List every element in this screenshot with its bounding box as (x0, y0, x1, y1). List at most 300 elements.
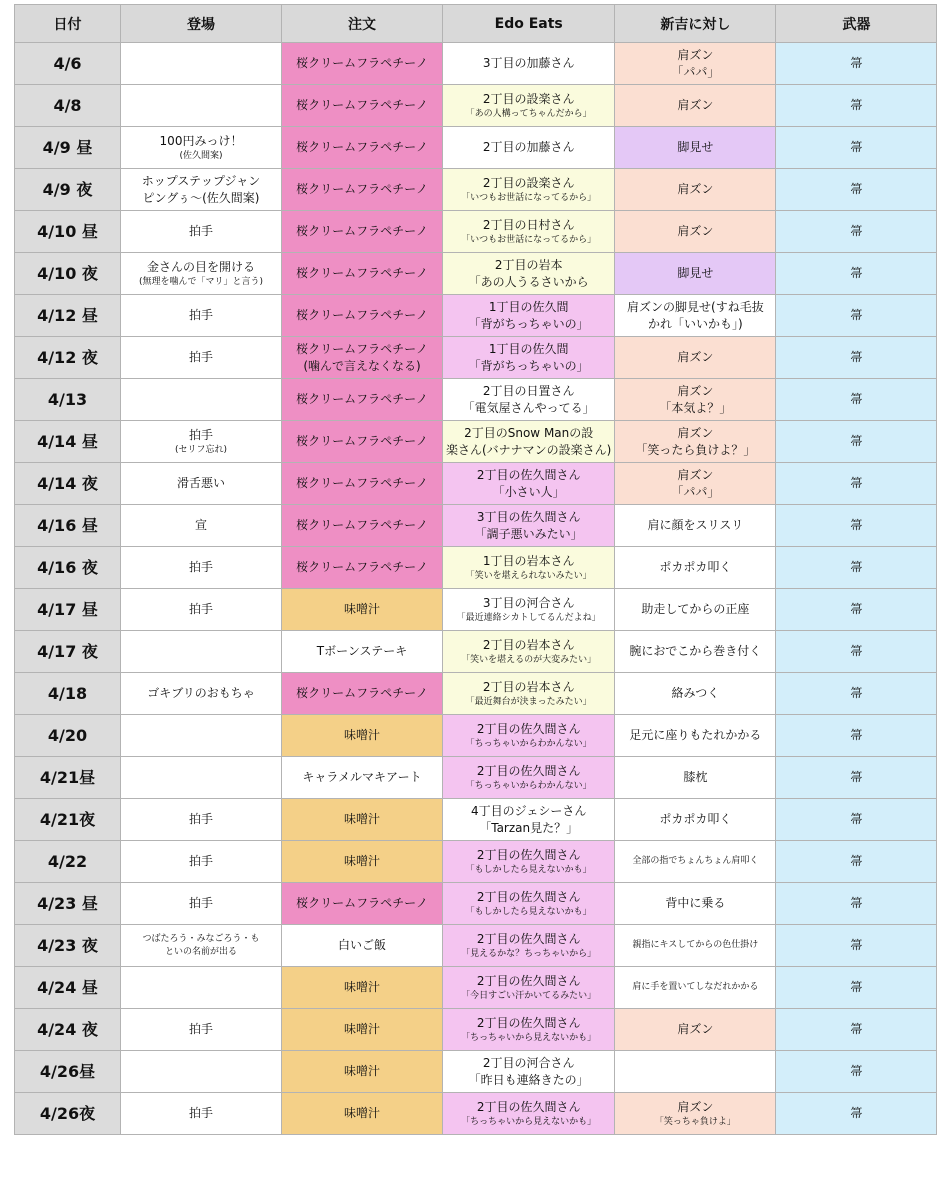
toward-shinkichi-cell (615, 673, 776, 715)
cell-text-line: 「見えるかな？ちっちゃいから」 (461, 948, 597, 959)
appearance-cell (121, 505, 282, 547)
table-row (15, 337, 937, 379)
cell-text-line: (セリフ忘れ) (174, 444, 228, 455)
cell-text-line: 「いつもお世話になってるから」 (461, 234, 597, 245)
edo-eats-cell (443, 589, 615, 631)
edo-eats-cell (443, 841, 615, 883)
toward-shinkichi-cell (615, 925, 776, 967)
cell-text-line: ピングぅ〜(佐久間案) (142, 190, 260, 205)
weapon-cell (776, 295, 937, 337)
table-row (15, 85, 937, 127)
cell-text-line: 白いご飯 (337, 938, 386, 952)
cell-text-line: 肩ズンの脚見せ(すね毛抜 (627, 299, 764, 314)
toward-shinkichi-cell (615, 1009, 776, 1051)
table-row (15, 169, 937, 211)
cell-text-line: 箒 (850, 602, 863, 616)
cell-text-line: 箒 (850, 644, 863, 658)
cell-text-line: 100円みっけ！ (159, 133, 243, 148)
cell-text-line: 肩に顔をスリスリ (647, 518, 744, 532)
cell-text-line: 桜クリームフラペチーノ (296, 98, 428, 112)
cell-text-line: 「最近連絡シカトしてるんだよね」 (456, 612, 601, 623)
order-cell (282, 379, 443, 421)
toward-shinkichi-cell (615, 211, 776, 253)
weapon-cell (776, 589, 937, 631)
cell-text-line: Tボーンステーキ (316, 644, 408, 658)
cell-text-line: 拍手 (188, 1106, 213, 1120)
cell-text-line: 箒 (850, 1106, 863, 1120)
weapon-cell (776, 841, 937, 883)
weapon-cell (776, 211, 937, 253)
cell-text-line: 肩ズン (677, 1022, 714, 1036)
cell-text-line: ポカポカ叩く (659, 560, 732, 574)
cell-text-line: 箒 (850, 98, 863, 112)
cell-text-line: 「Tarzan見た？」 (479, 820, 579, 835)
cell-text-line: 親指にキスしてからの色仕掛け (632, 940, 759, 950)
appearance-cell (121, 757, 282, 799)
cell-text-line: 「いつもお世話になってるから」 (461, 192, 597, 203)
appearance-cell (121, 211, 282, 253)
weapon-cell (776, 421, 937, 463)
cell-text-line: 「笑っちゃ負けよ」 (654, 1116, 736, 1127)
cell-text-line: 「背がちっちゃいの」 (468, 358, 589, 373)
weapon-cell (776, 1093, 937, 1135)
header-weapon: 武器 (776, 5, 937, 43)
appearance-cell (121, 85, 282, 127)
appearance-cell (121, 43, 282, 85)
cell-text-line: 箒 (850, 266, 863, 280)
date-cell: 4/24 夜 (15, 1009, 121, 1051)
edo-eats-cell (443, 883, 615, 925)
cell-text-line: 2丁目の岩本 (494, 257, 563, 272)
edo-eats-cell (443, 211, 615, 253)
edo-eats-cell (443, 421, 615, 463)
appearance-cell (121, 337, 282, 379)
cell-text-line: 味噌汁 (343, 812, 380, 826)
date-cell: 4/26夜 (15, 1093, 121, 1135)
toward-shinkichi-cell (615, 589, 776, 631)
order-cell (282, 337, 443, 379)
toward-shinkichi-cell (615, 169, 776, 211)
toward-shinkichi-cell (615, 337, 776, 379)
edo-eats-cell (443, 337, 615, 379)
cell-text-line: 箒 (850, 560, 863, 574)
cell-text-line: 3丁目の加藤さん (482, 56, 575, 70)
cell-text-line: 桜クリームフラペチーノ (296, 896, 428, 910)
cell-text-line: 楽さん(バナナマンの設楽さん) (446, 442, 612, 457)
header-order: 注文 (282, 5, 443, 43)
cell-text-line: 肩ズン (677, 182, 714, 196)
cell-text-line: 桜クリームフラペチーノ (296, 182, 428, 196)
cell-text-line: 味噌汁 (343, 728, 380, 742)
edo-eats-cell (443, 1093, 615, 1135)
appearance-cell (121, 799, 282, 841)
cell-text-line: 味噌汁 (343, 602, 380, 616)
date-cell: 4/9 夜 (15, 169, 121, 211)
weapon-cell (776, 85, 937, 127)
weapon-cell (776, 505, 937, 547)
cell-text-line: 腕におでこから巻き付く (629, 644, 762, 658)
cell-text-line: 拍手 (188, 896, 213, 910)
table-row (15, 505, 937, 547)
date-cell: 4/16 夜 (15, 547, 121, 589)
cell-text-line: 宣 (194, 518, 207, 532)
order-cell (282, 589, 443, 631)
date-cell: 4/12 昼 (15, 295, 121, 337)
appearance-cell (121, 127, 282, 169)
cell-text-line: 2丁目のSnow Manの設 (464, 425, 594, 440)
order-cell (282, 967, 443, 1009)
cell-text-line: 脚見せ (677, 140, 714, 154)
cell-text-line: 1丁目の岩本さん (482, 553, 575, 568)
table-row (15, 253, 937, 295)
order-cell (282, 757, 443, 799)
weapon-cell (776, 925, 937, 967)
toward-shinkichi-cell (615, 757, 776, 799)
toward-shinkichi-cell (615, 379, 776, 421)
cell-text-line: 肩ズン (677, 467, 714, 482)
header-edo-eats: Edo Eats (443, 5, 615, 43)
cell-text-line: といの名前が出る (164, 946, 237, 957)
table-row (15, 673, 937, 715)
edo-eats-cell (443, 127, 615, 169)
cell-text-line: 桜クリームフラペチーノ (296, 686, 428, 700)
weapon-cell (776, 463, 937, 505)
cell-text-line: 「ちっちゃいからわかんない」 (465, 738, 592, 749)
cell-text-line: 金さんの目を開ける (146, 259, 255, 274)
weapon-cell (776, 127, 937, 169)
cell-text-line: 拍手 (188, 350, 213, 364)
toward-shinkichi-cell (615, 505, 776, 547)
toward-shinkichi-cell (615, 295, 776, 337)
order-cell (282, 631, 443, 673)
date-cell: 4/21昼 (15, 757, 121, 799)
cell-text-line: 2丁目の加藤さん (482, 140, 575, 154)
table-row (15, 43, 937, 85)
cell-text-line: 2丁目の設楽さん (482, 91, 575, 106)
table-body (15, 43, 937, 1135)
cell-text-line: 拍手 (188, 224, 213, 238)
cell-text-line: 味噌汁 (343, 980, 380, 994)
cell-text-line: 箒 (850, 434, 863, 448)
weapon-cell (776, 757, 937, 799)
cell-text-line: 拍手 (188, 854, 213, 868)
cell-text-line: 箒 (850, 224, 863, 238)
table-row (15, 841, 937, 883)
date-cell: 4/20 (15, 715, 121, 757)
cell-text-line: 「パパ」 (671, 484, 720, 499)
cell-text-line: 肩ズン (677, 425, 714, 440)
cell-text-line: 桜クリームフラペチーノ (296, 392, 428, 406)
cell-text-line: 2丁目の佐久間さん (476, 1099, 581, 1114)
cell-text-line: 肩ズン (677, 383, 714, 398)
table-row (15, 421, 937, 463)
table-row (15, 799, 937, 841)
edo-eats-cell (443, 547, 615, 589)
weapon-cell (776, 967, 937, 1009)
cell-text-line: 2丁目の佐久間さん (476, 1015, 581, 1030)
cell-text-line: 肩に手を置いてしなだれかかる (632, 982, 759, 992)
order-cell (282, 169, 443, 211)
appearance-cell (121, 589, 282, 631)
cell-text-line: 「笑いを堪えられないみたい」 (465, 570, 592, 581)
toward-shinkichi-cell (615, 883, 776, 925)
table-row (15, 967, 937, 1009)
date-cell: 4/14 昼 (15, 421, 121, 463)
toward-shinkichi-cell (615, 85, 776, 127)
edo-eats-cell (443, 463, 615, 505)
appearance-cell (121, 253, 282, 295)
cell-text-line: 3丁目の佐久間さん (476, 509, 581, 524)
cell-text-line: かれ「いいかも」) (648, 316, 743, 331)
cell-text-line: 「パパ」 (671, 64, 720, 79)
cell-text-line: 1丁目の佐久間 (488, 299, 569, 314)
cell-text-line: 肩ズン (677, 98, 714, 112)
order-cell (282, 673, 443, 715)
edo-eats-cell (443, 85, 615, 127)
weapon-cell (776, 337, 937, 379)
cell-text-line: 箒 (850, 1022, 863, 1036)
cell-text-line: 2丁目の佐久間さん (476, 889, 581, 904)
cell-text-line: 2丁目の佐久間さん (476, 973, 581, 988)
edo-eats-cell (443, 631, 615, 673)
edo-eats-cell (443, 673, 615, 715)
cell-text-line: 2丁目の日置さん (482, 383, 575, 398)
table-row (15, 925, 937, 967)
cell-text-line: 「笑いを堪えるのが大変みたい」 (461, 654, 597, 665)
date-cell: 4/17 昼 (15, 589, 121, 631)
date-cell: 4/12 夜 (15, 337, 121, 379)
toward-shinkichi-cell (615, 547, 776, 589)
order-cell (282, 463, 443, 505)
cell-text-line: 拍手 (188, 1022, 213, 1036)
edo-eats-cell (443, 715, 615, 757)
date-cell: 4/17 夜 (15, 631, 121, 673)
cell-text-line: 桜クリームフラペチーノ (296, 56, 428, 70)
cell-text-line: 箒 (850, 350, 863, 364)
cell-text-line: 桜クリームフラペチーノ (296, 518, 428, 532)
cell-text-line: 足元に座りもたれかかる (629, 728, 762, 742)
weapon-cell (776, 1009, 937, 1051)
cell-text-line: 「調子悪いみたい」 (474, 526, 583, 541)
cell-text-line: 2丁目の岩本さん (482, 679, 575, 694)
order-cell (282, 295, 443, 337)
cell-text-line: 2丁目の佐久間さん (476, 763, 581, 778)
cell-text-line: 拍手 (188, 427, 213, 442)
cell-text-line: 桜クリームフラペチーノ (296, 476, 428, 490)
weapon-cell (776, 673, 937, 715)
toward-shinkichi-cell (615, 421, 776, 463)
table-row (15, 127, 937, 169)
cell-text-line: 味噌汁 (343, 1106, 380, 1120)
date-cell: 4/14 夜 (15, 463, 121, 505)
cell-text-line: 箒 (850, 392, 863, 406)
cell-text-line: 「あの人うるさいから (468, 274, 589, 289)
toward-shinkichi-cell (615, 715, 776, 757)
cell-text-line: 全部の指でちょんちょん肩叩く (632, 856, 759, 866)
cell-text-line: 箒 (850, 182, 863, 196)
cell-text-line: 2丁目の佐久間さん (476, 467, 581, 482)
weapon-cell (776, 253, 937, 295)
cell-text-line: 1丁目の佐久間 (488, 341, 569, 356)
cell-text-line: 桜クリームフラペチーノ (296, 266, 428, 280)
cell-text-line: 拍手 (188, 602, 213, 616)
date-cell: 4/10 夜 (15, 253, 121, 295)
appearance-cell (121, 379, 282, 421)
cell-text-line: 4丁目のジェシーさん (470, 803, 587, 818)
cell-text-line: 味噌汁 (343, 854, 380, 868)
cell-text-line: 2丁目の佐久間さん (476, 847, 581, 862)
date-cell: 4/13 (15, 379, 121, 421)
cell-text-line: 「ちっちゃいから見えないかも」 (461, 1116, 597, 1127)
cell-text-line: 2丁目の河合さん (482, 1055, 575, 1070)
order-cell (282, 715, 443, 757)
table-row (15, 547, 937, 589)
order-cell (282, 43, 443, 85)
cell-text-line: 背中に乗る (665, 896, 726, 910)
cell-text-line: 箒 (850, 770, 863, 784)
cell-text-line: 脚見せ (677, 266, 714, 280)
appearance-cell (121, 883, 282, 925)
appearance-cell (121, 673, 282, 715)
cell-text-line: 2丁目の岩本さん (482, 637, 575, 652)
table-row (15, 1051, 937, 1093)
order-cell (282, 925, 443, 967)
order-cell (282, 211, 443, 253)
cell-text-line: 箒 (850, 518, 863, 532)
appearance-cell (121, 631, 282, 673)
cell-text-line: 膝枕 (683, 770, 708, 784)
cell-text-line: 「電気屋さんやってる」 (462, 400, 595, 415)
edo-eats-cell (443, 1051, 615, 1093)
cell-text-line: 肩ズン (677, 350, 714, 364)
edo-eats-cell (443, 505, 615, 547)
appearance-cell (121, 925, 282, 967)
date-cell: 4/26昼 (15, 1051, 121, 1093)
table-row (15, 379, 937, 421)
toward-shinkichi-cell (615, 463, 776, 505)
cell-text-line: 「本気よ？」 (659, 400, 732, 415)
order-cell (282, 421, 443, 463)
appearance-cell (121, 295, 282, 337)
edo-eats-cell (443, 379, 615, 421)
cell-text-line: 2丁目の佐久間さん (476, 931, 581, 946)
toward-shinkichi-cell (615, 841, 776, 883)
edo-eats-cell (443, 757, 615, 799)
cell-text-line: 2丁目の佐久間さん (476, 721, 581, 736)
cell-text-line: ホップステップジャン (141, 173, 261, 188)
cell-text-line: 「笑ったら負けよ？」 (635, 442, 756, 457)
table-row (15, 1009, 937, 1051)
cell-text-line: ゴキブリのおもちゃ (147, 686, 255, 700)
order-cell (282, 799, 443, 841)
date-cell: 4/23 昼 (15, 883, 121, 925)
edo-eats-cell (443, 925, 615, 967)
table-row (15, 463, 937, 505)
toward-shinkichi-cell (615, 799, 776, 841)
appearance-cell (121, 463, 282, 505)
appearance-cell (121, 841, 282, 883)
date-cell: 4/6 (15, 43, 121, 85)
edo-eats-cell (443, 169, 615, 211)
weapon-cell (776, 883, 937, 925)
edo-eats-cell (443, 253, 615, 295)
weapon-cell (776, 43, 937, 85)
date-cell: 4/10 昼 (15, 211, 121, 253)
table-row (15, 295, 937, 337)
cell-text-line: 「ちっちゃいから見えないかも」 (461, 1032, 597, 1043)
cell-text-line: 箒 (850, 1064, 863, 1078)
order-cell (282, 1093, 443, 1135)
cell-text-line: 「今日すごい汗かいてるみたい」 (461, 990, 597, 1001)
table-row (15, 589, 937, 631)
cell-text-line: 滑舌悪い (176, 476, 225, 490)
toward-shinkichi-cell (615, 1051, 776, 1093)
date-cell: 4/24 昼 (15, 967, 121, 1009)
appearance-cell (121, 421, 282, 463)
appearance-cell (121, 967, 282, 1009)
order-cell (282, 127, 443, 169)
edo-eats-cell (443, 1009, 615, 1051)
appearance-cell (121, 169, 282, 211)
header-row (15, 5, 937, 43)
date-cell: 4/21夜 (15, 799, 121, 841)
order-cell (282, 883, 443, 925)
cell-text-line: 味噌汁 (343, 1022, 380, 1036)
cell-text-line: 肩ズン (677, 224, 714, 238)
date-cell: 4/23 夜 (15, 925, 121, 967)
cell-text-line: 箒 (850, 686, 863, 700)
date-cell: 4/18 (15, 673, 121, 715)
cell-text-line: 「最近舞台が決まったみたい」 (465, 696, 592, 707)
order-cell (282, 1009, 443, 1051)
weapon-cell (776, 1051, 937, 1093)
table-row (15, 715, 937, 757)
order-cell (282, 1051, 443, 1093)
cell-text-line: 肩ズン (677, 47, 714, 62)
order-cell (282, 85, 443, 127)
cell-text-line: 「もしかしたら見えないかも」 (465, 906, 592, 917)
cell-text-line: 箒 (850, 812, 863, 826)
schedule-table (14, 4, 937, 1135)
toward-shinkichi-cell (615, 253, 776, 295)
date-cell: 4/22 (15, 841, 121, 883)
cell-text-line: 2丁目の日村さん (482, 217, 575, 232)
table-row (15, 1093, 937, 1135)
cell-text-line: 「もしかしたら見えないかも」 (465, 864, 592, 875)
cell-text-line: 箒 (850, 140, 863, 154)
cell-text-line: 「背がちっちゃいの」 (468, 316, 589, 331)
toward-shinkichi-cell (615, 43, 776, 85)
cell-text-line: 箒 (850, 476, 863, 490)
cell-text-line: (無理を噛んで「マリ」と言う) (138, 276, 264, 287)
weapon-cell (776, 379, 937, 421)
cell-text-line: 桜クリームフラペチーノ (296, 140, 428, 154)
cell-text-line: 拍手 (188, 812, 213, 826)
cell-text-line: 「あの人構ってちゃんだから」 (465, 108, 592, 119)
cell-text-line: 味噌汁 (343, 1064, 380, 1078)
appearance-cell (121, 1093, 282, 1135)
toward-shinkichi-cell (615, 1093, 776, 1135)
cell-text-line: 桜クリームフラペチーノ (296, 434, 428, 448)
cell-text-line: 箒 (850, 728, 863, 742)
cell-text-line: 桜クリームフラペチーノ (296, 308, 428, 322)
edo-eats-cell (443, 799, 615, 841)
toward-shinkichi-cell (615, 127, 776, 169)
cell-text-line: 2丁目の設楽さん (482, 175, 575, 190)
cell-text-line: 絡みつく (671, 686, 720, 700)
cell-text-line: ポカポカ叩く (659, 812, 732, 826)
toward-shinkichi-cell (615, 967, 776, 1009)
